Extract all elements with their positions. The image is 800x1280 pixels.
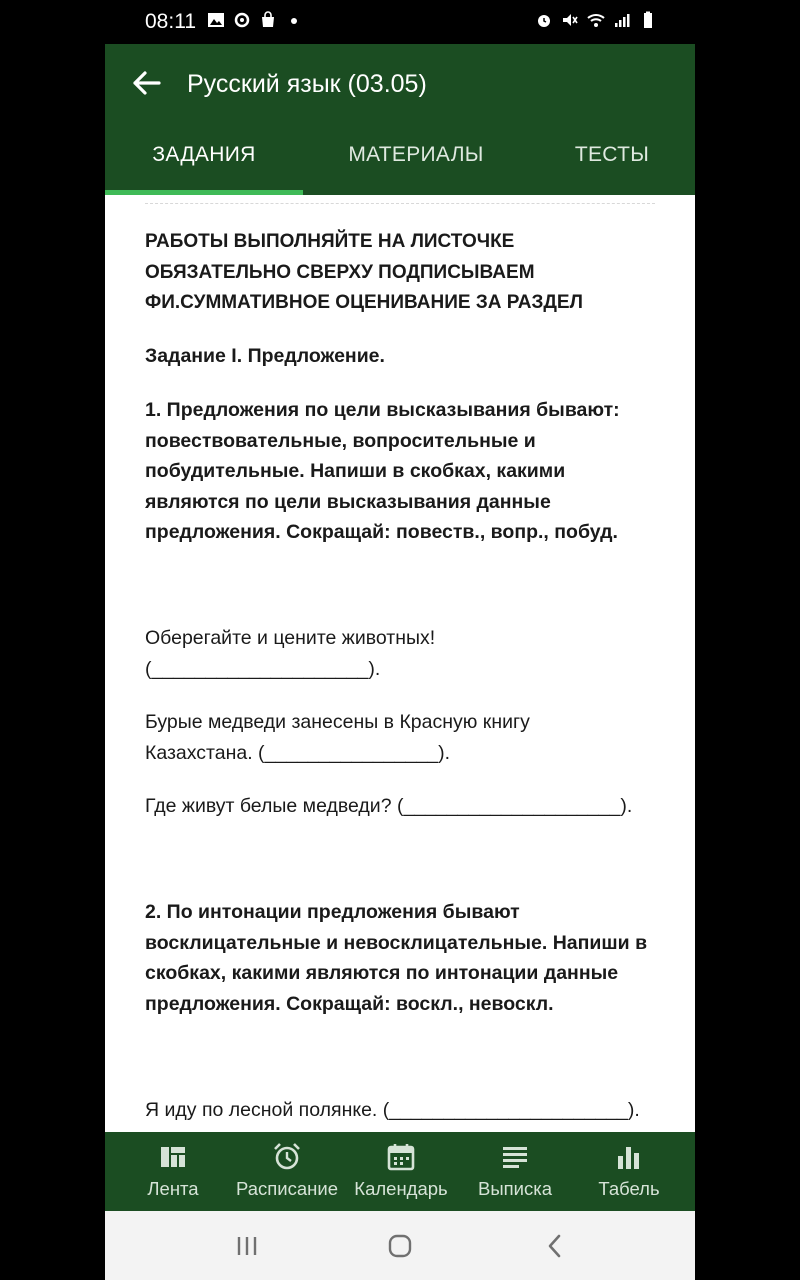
nav-label: Лента bbox=[147, 1178, 199, 1199]
question-2 bbox=[145, 897, 655, 1019]
heading-line: ФИ.СУММАТИВНОЕ ОЦЕНИВАНИЕ ЗА РАЗДЕЛ bbox=[145, 292, 583, 313]
page-title: Русский язык (03.05) bbox=[187, 70, 427, 98]
nav-item-statement[interactable] bbox=[456, 1132, 574, 1211]
question-line: предложения. Сокращай: повеств., вопр., побуд. bbox=[145, 521, 618, 543]
alarm-icon bbox=[535, 11, 553, 29]
question-line: повествовательные, вопросительные и bbox=[145, 429, 536, 452]
bag-icon bbox=[259, 11, 277, 29]
list-icon bbox=[500, 1142, 530, 1172]
nav-item-schedule[interactable] bbox=[228, 1132, 346, 1211]
nav-label: Табель bbox=[598, 1178, 660, 1199]
dot-icon bbox=[285, 11, 303, 29]
tab-tasks[interactable]: ЗАДАНИЯ bbox=[152, 143, 256, 166]
question-1 bbox=[145, 395, 655, 548]
question-line: 2. По интонации предложения бывают bbox=[145, 901, 520, 923]
tab-tests[interactable]: ТЕСТЫ bbox=[574, 143, 650, 166]
home-icon[interactable] bbox=[385, 1231, 415, 1261]
battery-icon bbox=[639, 11, 657, 29]
feed-icon bbox=[158, 1142, 188, 1172]
task-content[interactable] bbox=[105, 195, 695, 1132]
nav-label: Календарь bbox=[354, 1178, 448, 1199]
tab-materials[interactable]: МАТЕРИАЛЫ bbox=[348, 143, 484, 166]
nav-item-calendar[interactable] bbox=[342, 1132, 460, 1211]
divider bbox=[145, 203, 655, 204]
bottom-navigation bbox=[105, 1132, 695, 1211]
recent-apps-icon[interactable] bbox=[232, 1231, 262, 1261]
bar-chart-icon bbox=[614, 1142, 644, 1172]
heading-line: ОБЯЗАТЕЛЬНО СВЕРХУ ПОДПИСЫВАЕМ bbox=[145, 261, 535, 283]
instructions-heading bbox=[145, 227, 655, 319]
status-time: 08:11 bbox=[145, 10, 196, 33]
question-line: восклицательные и невосклицательные. Напиши в bbox=[145, 931, 648, 954]
sentence-line: Бурые медведи занесены в Красную книгу bbox=[145, 711, 530, 733]
status-right-icons bbox=[535, 11, 657, 29]
question-line: предложения. Сокращай: воскл., невоскл. bbox=[145, 992, 554, 1015]
nav-item-feed[interactable] bbox=[114, 1132, 232, 1211]
mute-icon bbox=[561, 11, 579, 29]
heading-line: РАБОТЫ ВЫПОЛНЯЙТЕ НА ЛИСТОЧКЕ bbox=[145, 231, 515, 252]
sentence-line: Казахстана. (________________). bbox=[145, 741, 450, 764]
nav-label: Выписка bbox=[477, 1178, 553, 1199]
sentence-line: Оберегайте и цените животных! bbox=[145, 627, 436, 649]
signal-icon bbox=[613, 11, 631, 29]
question-line: являются по цели высказывания данные bbox=[145, 490, 551, 513]
back-nav-icon[interactable] bbox=[540, 1231, 570, 1261]
tab-bar bbox=[105, 124, 695, 195]
phone-screen bbox=[105, 0, 695, 1280]
back-arrow-icon[interactable] bbox=[129, 66, 163, 100]
nav-item-report-card[interactable] bbox=[570, 1132, 688, 1211]
sentence-4: Я иду по лесной полянке. (______________________). bbox=[145, 1099, 640, 1121]
question-line: побудительные. Напиши в скобках, какими bbox=[145, 460, 566, 482]
sentence-line: (____________________). bbox=[145, 657, 381, 680]
status-bar bbox=[105, 0, 695, 44]
sentence-3: Где живут белые медведи? (____________________). bbox=[145, 795, 633, 817]
nav-label: Расписание bbox=[236, 1178, 338, 1199]
system-navigation-bar bbox=[105, 1211, 695, 1280]
task-title: Задание I. Предложение. bbox=[145, 345, 385, 367]
gallery-icon bbox=[207, 11, 225, 29]
wifi-icon bbox=[587, 11, 605, 29]
sync-icon bbox=[233, 11, 251, 29]
app-bar bbox=[105, 44, 695, 195]
question-line: скобках, какими являются по интонации данные bbox=[145, 962, 619, 984]
sentence-2 bbox=[145, 707, 655, 768]
question-line: 1. Предложения по цели высказывания бывают: bbox=[145, 399, 620, 421]
status-left-icons bbox=[207, 11, 303, 29]
sentence-1 bbox=[145, 623, 655, 684]
calendar-icon bbox=[386, 1142, 416, 1172]
alarm-clock-icon bbox=[272, 1142, 302, 1172]
